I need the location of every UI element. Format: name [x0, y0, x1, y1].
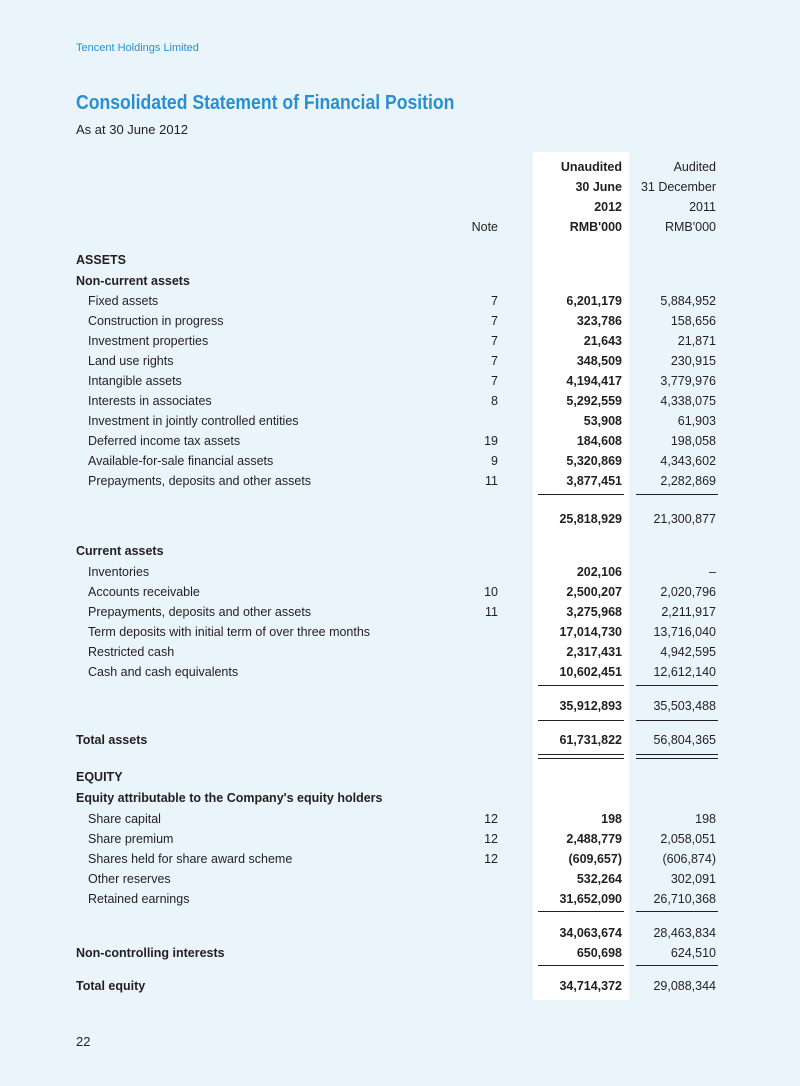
page-title: Consolidated Statement of Financial Position: [76, 92, 455, 114]
subtotal-rule: [636, 911, 718, 912]
total-rule: [538, 720, 624, 721]
row-value-2011: (606,874): [662, 852, 716, 866]
row-label: Accounts receivable: [88, 585, 200, 599]
non-controlling-2012: 650,698: [576, 946, 622, 960]
table-row: [76, 943, 726, 963]
table-row: [76, 809, 726, 829]
row-value-2012: 348,509: [576, 354, 622, 368]
prev-header-date: 31 December: [640, 180, 716, 194]
subtotal-row: [76, 923, 726, 943]
row-label: Cash and cash equivalents: [88, 665, 239, 679]
row-note: 11: [485, 474, 498, 488]
header-row-1: [76, 157, 726, 177]
table-row: [76, 331, 726, 351]
subtotal-rule: [538, 685, 624, 686]
row-value-2012: 532,264: [576, 872, 622, 886]
row-value-2012: 2,500,207: [566, 585, 622, 599]
row-label: Share capital: [88, 812, 161, 826]
cur-header-unit: RMB'000: [569, 220, 622, 234]
table-row: [76, 849, 726, 869]
total-equity-label: Total equity: [76, 979, 146, 993]
non-controlling-2011: 624,510: [670, 946, 716, 960]
total-assets-label: Total assets: [76, 733, 148, 747]
subtotal-rule: [538, 494, 624, 495]
row-label: Investment in jointly controlled entities: [88, 414, 299, 428]
row-value-2011: 158,656: [670, 314, 716, 328]
table-row: [76, 471, 726, 491]
equity-heading: EQUITY: [76, 770, 123, 784]
row-value-2012: 202,106: [576, 565, 622, 579]
table-row: [76, 889, 726, 909]
header-row-2: [76, 177, 726, 197]
row-label: Retained earnings: [88, 892, 190, 906]
subtotal-rule: [538, 911, 624, 912]
section-heading: [76, 271, 726, 291]
table-row: [76, 622, 726, 642]
row-label: Deferred income tax assets: [88, 434, 241, 448]
total-rule: [636, 720, 718, 721]
row-value-2011: 2,058,051: [660, 832, 716, 846]
row-note: 7: [491, 374, 498, 388]
total-assets-2011: 56,804,365: [653, 733, 716, 747]
header-row-4: [76, 217, 726, 237]
row-label: Construction in progress: [88, 314, 224, 328]
non-current-assets-heading: Non-current assets: [76, 274, 190, 288]
row-value-2011: 2,020,796: [660, 585, 716, 599]
equity-subtotal-2012: 34,063,674: [559, 926, 622, 940]
cur-header-status: Unaudited: [560, 160, 622, 174]
subtotal-rule: [636, 494, 718, 495]
row-note: 7: [491, 334, 498, 348]
row-value-2011: 198: [695, 812, 716, 826]
row-value-2012: 5,292,559: [566, 394, 622, 408]
row-label: Interests in associates: [88, 394, 212, 408]
row-value-2012: 198: [601, 812, 622, 826]
subtotal-row: [76, 509, 726, 529]
row-value-2012: 184,608: [576, 434, 622, 448]
table-row: [76, 642, 726, 662]
row-value-2012: (609,657): [568, 852, 622, 866]
equity-attributable-heading: Equity attributable to the Company's equity holders: [76, 791, 383, 805]
row-label: Shares held for share award scheme: [88, 852, 293, 866]
row-value-2011: 21,871: [677, 334, 716, 348]
row-label: Land use rights: [88, 354, 174, 368]
row-note: 7: [491, 354, 498, 368]
table-row: [76, 371, 726, 391]
row-value-2011: 26,710,368: [653, 892, 716, 906]
total-row: [76, 976, 726, 996]
non-current-total-2011: 21,300,877: [653, 512, 716, 526]
total-equity-2011: 29,088,344: [653, 979, 716, 993]
row-value-2012: 53,908: [583, 414, 622, 428]
table-row: [76, 662, 726, 682]
table-row: [76, 291, 726, 311]
table-row: [76, 602, 726, 622]
row-note: 12: [484, 852, 498, 866]
subtotal-row: [76, 696, 726, 716]
total-rule: [538, 965, 624, 966]
row-value-2011: 61,903: [677, 414, 716, 428]
row-note: 7: [491, 294, 498, 308]
total-row: [76, 730, 726, 750]
row-label: Prepayments, deposits and other assets: [88, 474, 312, 488]
row-value-2012: 4,194,417: [566, 374, 622, 388]
row-note: 7: [491, 314, 498, 328]
page-subtitle: As at 30 June 2012: [76, 122, 189, 137]
subtotal-rule: [636, 685, 718, 686]
double-rule: [538, 754, 624, 759]
row-value-2012: 2,488,779: [566, 832, 622, 846]
non-controlling-label: Non-controlling interests: [76, 946, 225, 960]
section-heading: [76, 767, 726, 787]
non-current-total-2012: 25,818,929: [559, 512, 622, 526]
cur-header-date: 30 June: [575, 180, 622, 194]
row-label: Intangible assets: [88, 374, 182, 388]
row-label: Available-for-sale financial assets: [88, 454, 274, 468]
company-name: Tencent Holdings Limited: [76, 42, 199, 54]
row-value-2012: 6,201,179: [566, 294, 622, 308]
page-number: 22: [76, 1034, 91, 1049]
table-row: [76, 562, 726, 582]
row-note: 12: [484, 832, 498, 846]
row-value-2011: 198,058: [670, 434, 716, 448]
section-heading: [76, 250, 726, 270]
row-label: Share premium: [88, 832, 174, 846]
section-heading: [76, 541, 726, 561]
row-value-2011: 3,779,976: [660, 374, 716, 388]
current-total-2011: 35,503,488: [653, 699, 716, 713]
row-value-2011: 302,091: [670, 872, 716, 886]
prev-header-unit: RMB'000: [664, 220, 716, 234]
row-note: 8: [491, 394, 498, 408]
row-value-2012: 31,652,090: [559, 892, 622, 906]
row-note: 10: [484, 585, 498, 599]
row-note: 12: [484, 812, 498, 826]
row-value-2012: 323,786: [576, 314, 622, 328]
row-value-2011: 12,612,140: [653, 665, 716, 679]
row-note: 9: [491, 454, 498, 468]
table-row: [76, 311, 726, 331]
row-value-2012: 17,014,730: [559, 625, 622, 639]
section-heading: [76, 788, 726, 808]
row-note: 19: [484, 434, 498, 448]
table-row: [76, 451, 726, 471]
table-row: [76, 351, 726, 371]
total-rule: [636, 965, 718, 966]
double-rule: [636, 754, 718, 759]
row-value-2011: 4,343,602: [660, 454, 716, 468]
row-value-2012: 21,643: [583, 334, 622, 348]
row-value-2012: 5,320,869: [566, 454, 622, 468]
row-value-2011: –: [709, 565, 716, 579]
total-assets-2012: 61,731,822: [559, 733, 622, 747]
row-value-2012: 3,877,451: [566, 474, 622, 488]
row-value-2011: 5,884,952: [660, 294, 716, 308]
cur-header-year: 2012: [594, 200, 622, 214]
row-value-2011: 230,915: [670, 354, 716, 368]
table-row: [76, 829, 726, 849]
row-label: Investment properties: [88, 334, 209, 348]
table-row: [76, 411, 726, 431]
row-label: Fixed assets: [88, 294, 159, 308]
row-value-2012: 2,317,431: [566, 645, 622, 659]
table-row: [76, 582, 726, 602]
row-label: Prepayments, deposits and other assets: [88, 605, 312, 619]
assets-heading: ASSETS: [76, 253, 127, 267]
total-equity-2012: 34,714,372: [559, 979, 622, 993]
prev-header-status: Audited: [673, 160, 716, 174]
row-label: Restricted cash: [88, 645, 175, 659]
row-value-2011: 13,716,040: [653, 625, 716, 639]
equity-subtotal-2011: 28,463,834: [653, 926, 716, 940]
row-note: 11: [485, 605, 498, 619]
prev-header-year: 2011: [689, 200, 716, 214]
row-value-2011: 2,211,917: [661, 605, 716, 619]
row-value-2011: 2,282,869: [660, 474, 716, 488]
table-row: [76, 391, 726, 411]
row-value-2011: 4,338,075: [660, 394, 716, 408]
current-assets-heading: Current assets: [76, 544, 164, 558]
note-header: Note: [471, 220, 498, 234]
table-row: [76, 869, 726, 889]
row-label: Inventories: [88, 565, 150, 579]
row-value-2012: 3,275,968: [566, 605, 622, 619]
row-value-2011: 4,942,595: [660, 645, 716, 659]
row-value-2012: 10,602,451: [559, 665, 622, 679]
current-total-2012: 35,912,893: [559, 699, 622, 713]
row-label: Term deposits with initial term of over three months: [88, 625, 371, 639]
table-row: [76, 431, 726, 451]
row-label: Other reserves: [88, 872, 171, 886]
header-row-3: [76, 197, 726, 217]
